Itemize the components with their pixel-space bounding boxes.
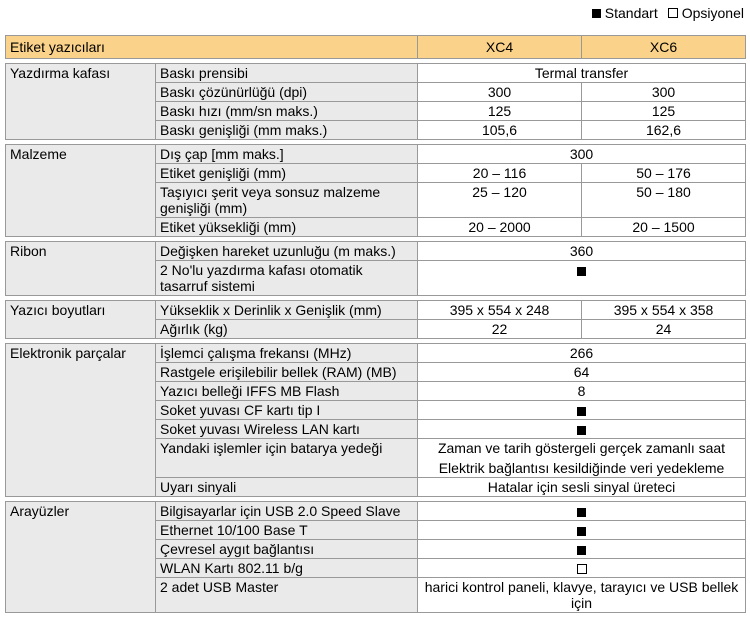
- value-xc4: 25 – 120: [418, 183, 582, 218]
- legend-optional-label: Opsiyonel: [681, 5, 744, 21]
- row-label: Etiket genişliği (mm): [156, 164, 418, 183]
- value-xc6: 162,6: [582, 121, 746, 140]
- value-xc4: 22: [418, 320, 582, 339]
- row-label: Bilgisayarlar için USB 2.0 Speed Slave: [156, 502, 418, 521]
- value-span-cell: [418, 478, 746, 497]
- value-xc6: 50 – 176: [582, 164, 746, 183]
- section-category: Yazdırma kafası: [6, 64, 156, 140]
- value-text: Termal transfer: [534, 65, 629, 81]
- value-text: 300: [569, 146, 594, 162]
- value-xc6: 300: [582, 83, 746, 102]
- row-label: 2 No'lu yazdırma kafası otomatik tasarruf sistemi: [156, 261, 418, 296]
- table-row: [6, 64, 746, 83]
- row-label: Uyarı sinyali: [156, 478, 418, 497]
- value-text: Zaman ve tarih göstergeli gerçek zamanlı saat: [437, 440, 726, 456]
- value-mark-cell: [418, 401, 746, 420]
- value-span-cell: [418, 344, 746, 363]
- value-text: 8: [577, 383, 586, 399]
- value-xc4: 300: [418, 83, 582, 102]
- row-label: Baskı hızı (mm/sn maks.): [156, 102, 418, 121]
- header-xc6: XC6: [582, 36, 746, 59]
- row-label: Yükseklik x Derinlik x Genişlik (mm): [156, 301, 418, 320]
- row-label: Baskı genişliği (mm maks.): [156, 121, 418, 140]
- value-mark-cell: [418, 420, 746, 439]
- value-text: 64: [573, 364, 590, 380]
- filled-square-icon: [577, 407, 586, 416]
- value-mark-cell: [418, 502, 746, 521]
- value-span-cell: [418, 64, 746, 83]
- row-label: Yazıcı belleği IFFS MB Flash: [156, 382, 418, 401]
- value-text: 266: [569, 345, 594, 361]
- value-span-cell: [418, 242, 746, 261]
- value-xc4: 125: [418, 102, 582, 121]
- row-label: Soket yuvası Wireless LAN kartı: [156, 420, 418, 439]
- value-xc6: 125: [582, 102, 746, 121]
- legend-standard: [592, 5, 658, 21]
- spec-table: [5, 35, 746, 613]
- row-label: Baskı çözünürlüğü (dpi): [156, 83, 418, 102]
- value-span-cell: [418, 382, 746, 401]
- value-span-cell: [418, 578, 746, 613]
- filled-square-icon: [577, 508, 586, 517]
- row-label: Rastgele erişilebilir bellek (RAM) (MB): [156, 363, 418, 382]
- header-xc4: XC4: [418, 36, 582, 59]
- value-xc6: 24: [582, 320, 746, 339]
- section-category: Malzeme: [6, 145, 156, 237]
- row-label: Değişken hareket uzunluğu (m maks.): [156, 242, 418, 261]
- value-span-cell: [418, 363, 746, 382]
- table-row: [6, 502, 746, 521]
- empty-square-icon: [577, 564, 587, 574]
- row-label: WLAN Kartı 802.11 b/g: [156, 559, 418, 578]
- row-label: Taşıyıcı şerit veya sonsuz malzeme genişliği (mm): [156, 183, 418, 218]
- table-row: [6, 344, 746, 363]
- value-xc4: 105,6: [418, 121, 582, 140]
- value-xc4: 20 – 2000: [418, 218, 582, 237]
- row-label: Çevresel aygıt bağlantısı: [156, 540, 418, 559]
- value-xc6: 395 x 554 x 358: [582, 301, 746, 320]
- table-row: [6, 145, 746, 164]
- value-span-cell: [418, 439, 746, 478]
- value-xc4: 20 – 116: [418, 164, 582, 183]
- value-xc4: 395 x 554 x 248: [418, 301, 582, 320]
- table-row: [6, 242, 746, 261]
- value-mark-cell: [418, 559, 746, 578]
- value-mark-cell: [418, 261, 746, 296]
- section-category: Yazıcı boyutları: [6, 301, 156, 339]
- value-text: Hatalar için sesli sinyal üreteci: [487, 479, 676, 495]
- table-header-row: [6, 36, 746, 59]
- row-label: Baskı prensibi: [156, 64, 418, 83]
- legend: [592, 5, 744, 21]
- section-category: Arayüzler: [6, 502, 156, 613]
- row-label: Ağırlık (kg): [156, 320, 418, 339]
- filled-square-icon: [577, 527, 586, 536]
- value-mark-cell: [418, 521, 746, 540]
- legend-standard-label: Standart: [604, 5, 658, 21]
- value-text: harici kontrol paneli, klavye, tarayıcı ve USB bellek için: [424, 579, 739, 611]
- row-label: İşlemci çalışma frekansı (MHz): [156, 344, 418, 363]
- table-row: [6, 301, 746, 320]
- section-category: Ribon: [6, 242, 156, 296]
- value-text: 360: [569, 243, 594, 259]
- row-label: Ethernet 10/100 Base T: [156, 521, 418, 540]
- row-label: 2 adet USB Master: [156, 578, 418, 613]
- value-mark-cell: [418, 540, 746, 559]
- value-text-secondary: Elektrik bağlantısı kesildiğinde veri yedekleme: [438, 460, 725, 476]
- filled-square-icon: [577, 267, 586, 276]
- header-title: Etiket yazıcıları: [6, 36, 418, 59]
- row-label: Etiket yüksekliği (mm): [156, 218, 418, 237]
- legend-optional: [668, 5, 744, 21]
- value-span-cell: [418, 145, 746, 164]
- row-label: Yandaki işlemler için batarya yedeği: [156, 439, 418, 478]
- section-category: Elektronik parçalar: [6, 344, 156, 497]
- value-xc6: 50 – 180: [582, 183, 746, 218]
- filled-square-icon: [577, 546, 586, 555]
- empty-square-icon: [668, 8, 678, 18]
- value-xc6: 20 – 1500: [582, 218, 746, 237]
- row-label: Dış çap [mm maks.]: [156, 145, 418, 164]
- filled-square-icon: [577, 426, 586, 435]
- row-label: Soket yuvası CF kartı tip I: [156, 401, 418, 420]
- spec-table-body: [6, 36, 746, 613]
- filled-square-icon: [592, 9, 601, 18]
